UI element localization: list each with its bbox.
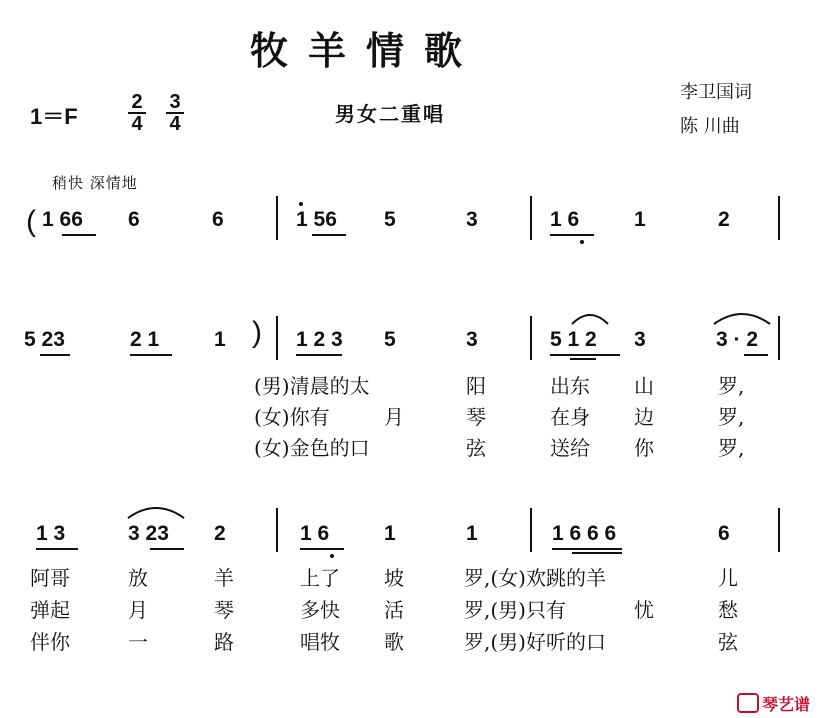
time-sig-2-denominator: 4	[169, 113, 181, 135]
underline	[312, 234, 346, 236]
note: 5	[384, 208, 396, 231]
bar-line	[778, 508, 780, 552]
underline	[550, 354, 620, 356]
underline	[62, 234, 96, 236]
lyric-verse2: 边	[634, 405, 654, 429]
time-sig-1-numerator: 2	[128, 92, 146, 114]
lyric-verse2: 忧	[634, 598, 654, 622]
lyric-verse3: 唱牧	[300, 630, 340, 654]
bar-line	[530, 196, 532, 240]
underline	[570, 358, 596, 360]
lyric-verse3: 伴你	[30, 630, 70, 654]
bar-line	[276, 196, 278, 240]
intro-close-paren: )	[252, 316, 262, 349]
note: 1 3	[36, 522, 66, 545]
underline	[572, 552, 622, 554]
underline	[300, 548, 344, 550]
lyric-verse2: 多快	[300, 598, 340, 622]
lyricist-credit: 李卫国词	[680, 82, 752, 103]
note: 3	[466, 208, 478, 231]
note: 1 6	[550, 208, 580, 231]
lyric-verse1: 放	[128, 566, 148, 590]
note: 1	[634, 208, 646, 231]
lyric-verse1: 罗,(女)欢跳的羊	[464, 566, 606, 590]
composer-credit: 陈 川曲	[680, 116, 740, 137]
lyric-verse2: 愁	[718, 598, 738, 622]
lyric-verse1: 山	[634, 374, 654, 398]
note: 6	[128, 208, 140, 231]
note: 1 56	[296, 208, 337, 231]
bar-line	[530, 316, 532, 360]
bar-line	[530, 508, 532, 552]
lyric-verse3: (女)金色的口	[254, 436, 370, 460]
note: 1 6 6 6	[552, 522, 617, 545]
note: 5 23	[24, 328, 65, 351]
watermark-text: 琴艺谱	[761, 695, 810, 714]
slur	[570, 306, 610, 326]
lyric-verse1: 羊	[214, 566, 234, 590]
lyric-verse1: 坡	[384, 566, 404, 590]
site-watermark	[737, 692, 810, 715]
lyric-verse3: 送给	[550, 436, 590, 460]
underline	[296, 354, 342, 356]
note: 2	[214, 522, 226, 545]
lyric-verse2: (女)你有	[254, 405, 330, 429]
lyric-verse2: 在身	[550, 405, 590, 429]
bar-line	[778, 316, 780, 360]
lyric-verse1: 儿	[718, 566, 738, 590]
bar-line	[276, 316, 278, 360]
lyric-verse2: 罗,(男)只有	[464, 598, 566, 622]
time-sig-2-numerator: 3	[166, 92, 184, 114]
note: 1 2 3	[296, 328, 343, 351]
intro-open-paren: (	[26, 205, 36, 238]
note: 2 1	[130, 328, 160, 351]
lyric-verse3: 弦	[466, 436, 486, 460]
lyric-verse3: 罗,(男)好听的口	[464, 630, 606, 654]
time-signature-1	[128, 92, 146, 134]
note: 3	[466, 328, 478, 351]
song-title: 牧羊情歌	[250, 28, 483, 73]
underline	[150, 548, 184, 550]
lyric-verse3: 罗,	[718, 436, 745, 460]
note: 5 1 2	[550, 328, 597, 351]
lyric-verse3: 一	[128, 630, 148, 654]
slur	[712, 304, 772, 326]
note: 3 · 2	[716, 328, 759, 351]
lyric-verse3: 路	[214, 630, 234, 654]
lyric-verse1: 阿哥	[30, 566, 70, 590]
underline	[36, 548, 78, 550]
bar-line	[276, 508, 278, 552]
note: 1 6	[300, 522, 330, 545]
lyric-verse1: (男)清晨的太	[254, 374, 370, 398]
lyric-verse1: 罗,	[718, 374, 745, 398]
lyric-verse2: 琴	[214, 598, 234, 622]
lyric-verse2: 弹起	[30, 598, 70, 622]
lyric-verse2: 月	[384, 405, 404, 429]
note: 3 23	[128, 522, 169, 545]
octave-dot	[299, 202, 303, 206]
bar-line	[778, 196, 780, 240]
note: 1	[466, 522, 478, 545]
voicing: 男女二重唱	[335, 102, 445, 126]
tempo-marking: 稍快 深情地	[52, 174, 138, 192]
underline	[550, 234, 594, 236]
note: 6	[212, 208, 224, 231]
key-signature: 1＝F	[30, 104, 78, 129]
logo-icon	[737, 693, 759, 713]
note: 6	[718, 522, 730, 545]
lyric-verse1: 出东	[550, 374, 590, 398]
time-signature-2	[166, 92, 184, 134]
lyric-verse3: 弦	[718, 630, 738, 654]
lyric-verse1: 阳	[466, 374, 486, 398]
lyric-verse3: 歌	[384, 630, 404, 654]
lyric-verse2: 活	[384, 598, 404, 622]
note: 1	[384, 522, 396, 545]
note: 3	[634, 328, 646, 351]
lyric-verse1: 上了	[300, 566, 340, 590]
note: 1 66	[42, 208, 83, 231]
slur	[126, 498, 186, 520]
lyric-verse3: 你	[634, 436, 654, 460]
underline	[40, 354, 70, 356]
lyric-verse2: 琴	[466, 405, 486, 429]
note: 5	[384, 328, 396, 351]
underline	[552, 548, 622, 550]
underline	[744, 354, 768, 356]
note: 1	[214, 328, 226, 351]
lyric-verse2: 罗,	[718, 405, 745, 429]
underline	[130, 354, 172, 356]
note: 2	[718, 208, 730, 231]
lyric-verse2: 月	[128, 598, 148, 622]
octave-dot	[330, 554, 334, 558]
time-sig-1-denominator: 4	[131, 113, 143, 135]
octave-dot	[580, 240, 584, 244]
